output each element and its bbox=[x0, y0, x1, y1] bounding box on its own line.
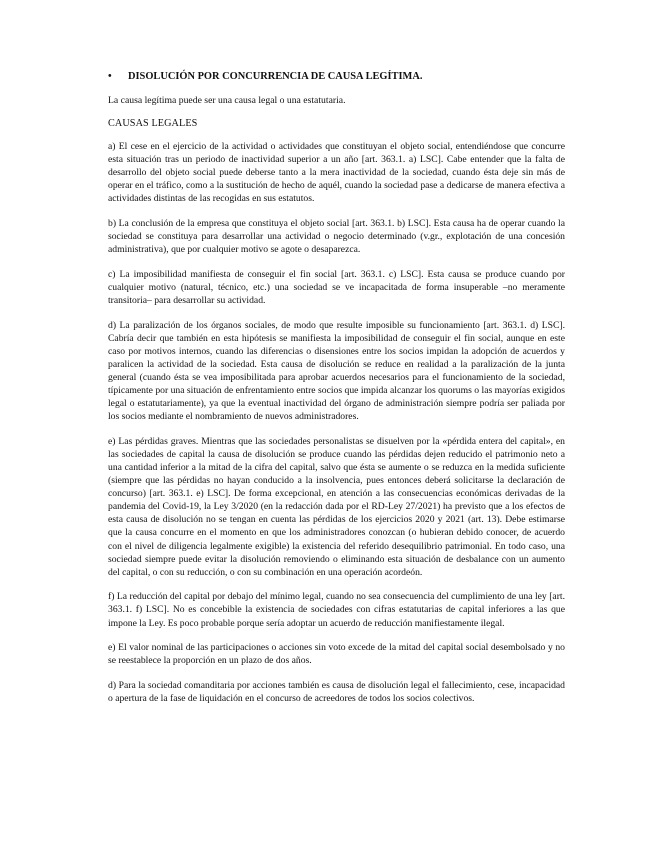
intro-paragraph: La causa legítima puede ser una causa legal o una estatutaria. bbox=[108, 95, 346, 106]
subheading-causas-legales: CAUSAS LEGALES bbox=[108, 118, 198, 129]
document-page bbox=[108, 70, 565, 716]
section-heading-text: DISOLUCIÓN POR CONCURRENCIA DE CAUSA LEGÍTIMA. bbox=[128, 71, 423, 82]
paragraph-e-nominal: e) El valor nominal de las participaciones o acciones sin voto excede de la mitad del capital social desembolsado y no se reestablece la proporción en un plazo de dos años. bbox=[108, 642, 565, 667]
paragraph-f: f) La reducción del capital por debajo del mínimo legal, cuando no sea consecuencia del cumplimiento de una ley [art. 363.1. f) LSC]. No es concebible la existencia de sociedades con cifras estatutarias de capital inferiores a las que impone la Ley. Es poco probable porque sería adoptar un acuerdo de reducción manifiestamente ilegal. bbox=[108, 591, 565, 629]
paragraph-e: e) Las pérdidas graves. Mientras que las sociedades personalistas se disuelven por la «pérdida entera del capital», en las sociedades de capital la causa de disolución se produce cuando las pérdidas dejen reducido el patrimonio neto a una cantidad inferior a la mitad de la cifra del capital, salvo que ésta se aumente o se reduzca en la medida suficiente (siempre que las pérdidas no hayan conducido a la insolvencia, pues entonces deberá solicitarse la declaración de concurso) [art. 363.1. e) LSC]. De forma excepcional, en atención a las consecuencias económicas derivadas de la pandemia del Covid-19, la Ley 3/2020 (en la redacción dada por el RD-Ley 27/2021) ha previsto que a los efectos de esta causa de disolución no se tengan en cuenta las pérdidas de los ejercicios 2020 y 2021 (art. 13). Debe estimarse que la causa concurre en el momento en que los administradores conozcan (o hubieran debido conocer, de acuerdo con el nivel de diligencia legalmente exigible) la existencia del referido desequilibrio patrimonial. En todo caso, una sociedad siempre puede evitar la disolución removiendo o eliminando esta situación de desbalance con un aumento del capital, o con su reducción, o con su combinación en una operación acordeón. bbox=[108, 435, 565, 578]
paragraph-c: c) La imposibilidad manifiesta de conseguir el fin social [art. 363.1. c) LSC]. Esta causa se produce cuando por cualquier motivo (natural, técnico, etc.) una sociedad se ve incapacitada de forma insuperable –no meramente transitoria– para desarrollar su actividad. bbox=[108, 268, 565, 306]
section-heading bbox=[108, 70, 565, 83]
paragraph-a: a) El cese en el ejercicio de la actividad o actividades que constituyan el objeto social, entendiéndose que concurre esta situación tras un periodo de inactividad superior a un año [art. 363.1. a) LSC]. Cabe entender que la falta de desarrollo del objeto social puede deberse tanto a la mera inactividad de la sociedad, cuando ésta deje sin más de operar en el tráfico, como a la sustitución de hecho de aquél, cuando la sociedad pase a dedicarse de manera efectiva a actividades distintas de las recogidas en sus estatutos. bbox=[108, 141, 565, 205]
paragraph-d: d) La paralización de los órganos sociales, de modo que resulte imposible su funcionamiento [art. 363.1. d) LSC]. Cabría decir que también en esta hipótesis se manifiesta la imposibilidad de conseguir el fin social, aunque en este caso por motivos internos, cuando las diferencias o disensiones entre los socios impidan la adopción de acuerdos y paralicen la actividad de la sociedad. Esta causa de disolución se reduce en realidad a la paralización de la junta general (cuando ésta se vea imposibilitada para aprobar acuerdos necesarios para el funcionamiento de la sociedad, típicamente por una situación de enfrentamiento entre socios que impida alcanzar los quorums o las mayorías exigidos legal o estatutariamente), ya que la eventual inactividad del órgano de administración siempre podría ser paliada por los socios mediante el nombramiento de nuevos administradores. bbox=[108, 319, 565, 423]
paragraph-d-comanditaria: d) Para la sociedad comanditaria por acciones también es causa de disolución legal el fallecimiento, cese, incapacidad o apertura de la fase de liquidación en el concurso de acreedores de todos los socios colectivos. bbox=[108, 679, 565, 704]
paragraph-b: b) La conclusión de la empresa que constituya el objeto social [art. 363.1. b) LSC]. Esta causa ha de operar cuando la sociedad se constituya para desarrollar una actividad o negocio determinado (v.gr., explotación de una concesión administrativa), que por cualquier motivo se agote o desaparezca. bbox=[108, 217, 565, 256]
bullet-icon: • bbox=[108, 71, 112, 82]
